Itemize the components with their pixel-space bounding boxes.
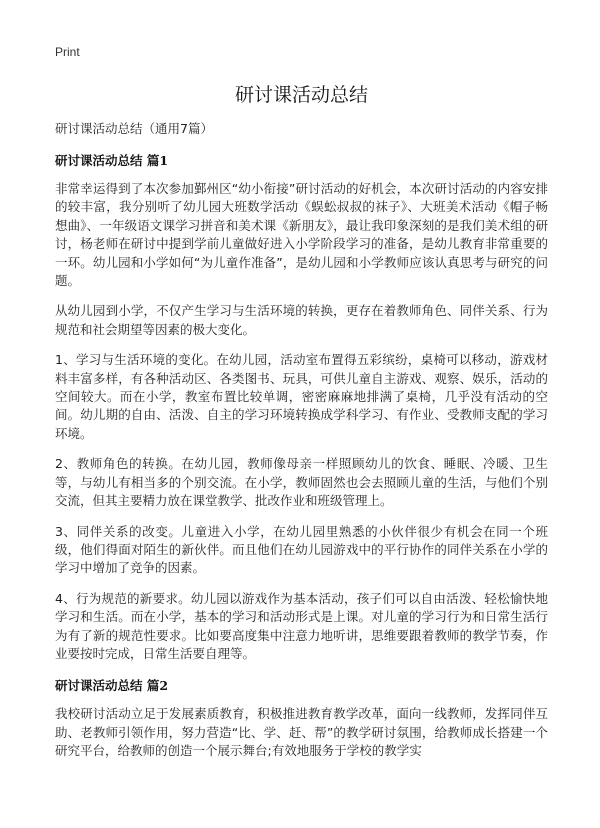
- print-link[interactable]: Print: [55, 45, 80, 59]
- paragraph: 非常幸运得到了本次参加鄞州区“幼小衔接”研讨活动的好机会，本次研讨活动的内容安排的较丰富，我分别听了幼儿园大班数学活动《蜈蚣叔叔的袜子》、大班美术活动《帽子畅想曲》、一年级语文课学习拼音和美术课《新朋友》，最让我印象深刻的是我们美术组的研讨，杨老师在研讨中提到学前儿童做好进入小学阶段学习的准备，是幼儿教育非常重要的一环。幼儿园和小学如何“为儿童作准备”，是幼儿园和小学教师应该认真思考与研究的问题。: [55, 181, 548, 289]
- document-subtitle: 研讨课活动总结（通用7篇）: [55, 121, 213, 136]
- paragraph: 3、同伴关系的改变。儿童进入小学，在幼儿园里熟悉的小伙伴很少有机会在同一个班级，他们得面对陌生的新伙伴。而且他们在幼儿园游戏中的平行协作的同伴关系在小学的学习中增加了竞争的因素。: [55, 523, 548, 576]
- section-2: [55, 677, 548, 760]
- section-heading: 研讨课活动总结 篇1: [55, 153, 169, 168]
- paragraph: 2、教师角色的转换。在幼儿园，教师像母亲一样照顾幼儿的饮食、睡眠、冷暖、卫生等，与幼儿有相当多的个别交流。在小学，教师固然也会去照顾儿童的生活，与他们个别交流，但其主要精力放在课堂教学、批改作业和班级管理上。: [55, 456, 548, 509]
- section-heading: 研讨课活动总结 篇2: [55, 678, 169, 694]
- paragraph: 从幼儿园到小学，不仅产生学习与生活环境的转换，更存在着教师角色、同伴关系、行为规范和社会期望等因素的极大变化。: [55, 303, 548, 337]
- paragraph: 4、行为规范的新要求。幼儿园以游戏作为基本活动，孩子们可以自由活泼、轻松愉快地学习和生活。而在小学，基本的学习和活动形式是上课。对儿童的学习行为和日常生活行为有了新的规范性要求。比如要高度集中注意力地听讲，思维要跟着教师的教学节奏，作业要按时完成，日常生活要自理等。: [55, 590, 548, 661]
- paragraph: 我校研讨活动立足于发展素质教育，积极推进教育教学改革，面向一线教师，发挥同伴互助、老教师引领作用，努力营造“比、学、赶、帮”的教学研讨氛围，给教师成长搭建一个研究平台，给教师的创造一个展示舞台;有效地服务于学校的教学实: [55, 706, 548, 759]
- document-title: 研讨课活动总结: [234, 84, 368, 106]
- section-1: [55, 152, 548, 663]
- paragraph: 1、学习与生活环境的变化。在幼儿园，活动室布置得五彩缤纷，桌椅可以移动，游戏材料丰富多样，有各种活动区、各类图书、玩具，可供儿童自主游戏、观察、娱乐，活动的空间较大。而在小学，教室布置比较单调，密密麻麻地排满了桌椅，几乎没有活动的空间。幼儿期的自由、活泼、自主的学习环境转换成学科学习、有作业、受教师支配的学习环境。: [55, 352, 548, 441]
